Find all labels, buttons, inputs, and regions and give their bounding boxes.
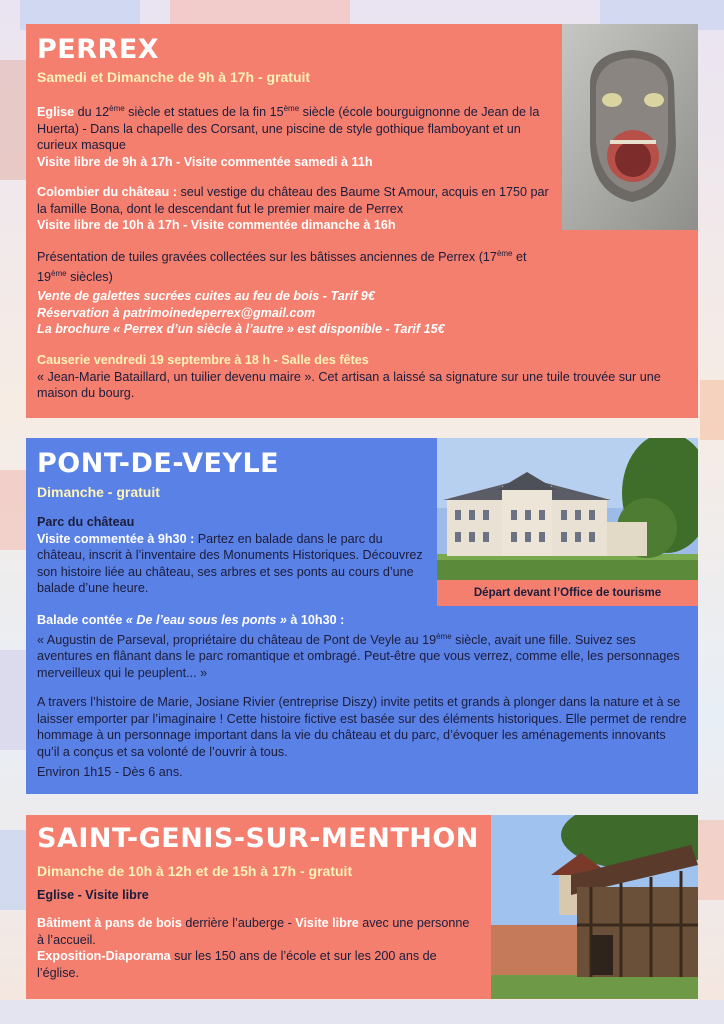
saintgenis-panel bbox=[26, 815, 698, 999]
batiment-text2: avec une personne à l’accueil. bbox=[37, 916, 470, 947]
balade-text bbox=[37, 629, 687, 682]
balade-a: Balade contée bbox=[37, 613, 126, 627]
eglise-text: du 12 bbox=[74, 105, 110, 120]
colombier-visit: Visite libre de 10h à 17h - Visite commentée dimanche à 16h bbox=[37, 218, 396, 232]
perrex-title: PERREX bbox=[37, 34, 160, 65]
expo-text: sur les 150 ans de l’école et sur les 200 ans de l’église. bbox=[37, 949, 437, 980]
eglise-text-c: siècle (école bourguignonne de Jean de la Huerta) - Dans la chapelle des Corsant, une piscine de style gothique flamboyant et un curieux masque bbox=[37, 105, 540, 153]
tuiles-text: Présentation de tuiles gravées collectées sur les bâtisses anciennes de Perrex (17 bbox=[37, 250, 497, 265]
balade-text-b: siècle, avait une fille. Suivez ses aventures en flânant dans le parc romantique et ombragé. Peut-être que vous verrez, comme elle, les personnages merveilleux qui le peuplent... » bbox=[37, 632, 680, 680]
saintgenis-title: SAINT-GENIS-SUR-MENTHON bbox=[37, 823, 479, 854]
batiment-visit: Visite libre bbox=[295, 916, 359, 930]
expo-label: Exposition-Diaporama bbox=[37, 949, 171, 963]
eglise-text-b: siècle et statues de la fin 15 bbox=[124, 105, 284, 120]
balade-title bbox=[37, 612, 687, 629]
tuiles-text-b: et 19 bbox=[37, 250, 527, 284]
saintgenis-batiment bbox=[37, 915, 477, 981]
pontdeveyle-panel bbox=[26, 438, 698, 794]
parc-label: Parc du château bbox=[37, 515, 135, 529]
pontdeveyle-subtitle: Dimanche - gratuit bbox=[37, 484, 160, 500]
sup: ème bbox=[283, 104, 300, 113]
chateau-photo bbox=[437, 438, 698, 580]
mask-photo bbox=[562, 24, 698, 230]
marie-block bbox=[37, 694, 687, 781]
causerie-text: « Jean-Marie Bataillard, un tuilier devenu maire ». Cet artisan a laissé sa signature sur une tuile trouvée sur une maison du bourg. bbox=[37, 369, 661, 400]
batiment-text: derrière l’auberge - bbox=[181, 916, 296, 930]
perrex-eglise bbox=[37, 101, 557, 170]
eglise-visit: Visite libre de 9h à 17h - Visite commentée samedi à 11h bbox=[37, 154, 373, 169]
balade-text-a: « Augustin de Parseval, propriétaire du château de Pont de Veyle au 19 bbox=[37, 632, 437, 647]
sup: ème bbox=[51, 268, 67, 278]
balade-b: « De l’eau sous les ponts » bbox=[125, 613, 287, 627]
perrex-tuiles bbox=[37, 246, 557, 285]
colombier-text: seul vestige du château des Baume St Amour, acquis en 1750 par la famille Bona, dont le descendant fut le premier maire de Perrex bbox=[37, 185, 549, 216]
visite-text: Partez en balade dans le parc du château, inscrit à l’inventaire des Monuments Historiques. Découvrez son histoire liée au château, ses arbres et ses ponts au cours d’une balade d’une heure. bbox=[37, 531, 423, 595]
tuiles-text-c: siècles) bbox=[66, 269, 113, 284]
balade-block bbox=[37, 612, 687, 681]
perrex-subtitle: Samedi et Dimanche de 9h à 17h - gratuit bbox=[37, 69, 311, 85]
saintgenis-eglise bbox=[37, 887, 477, 904]
building-photo bbox=[491, 815, 698, 999]
visite-label: Visite commentée à 9h30 : bbox=[37, 531, 195, 546]
balade-c: à 10h30 : bbox=[286, 613, 345, 627]
perrex-vente bbox=[37, 288, 637, 338]
sup: ème bbox=[109, 104, 125, 113]
vente-line-1: Vente de galettes sucrées cuites au feu de bois - Tarif 9€ bbox=[37, 289, 375, 303]
perrex-colombier bbox=[37, 184, 557, 234]
marie-text: A travers l’histoire de Marie, Josiane Rivier (entreprise Diszy) invite petits et grands à plonger dans la nature et à se laisser emporter par l’imaginaire ! Cette histoire fictive est basée sur des éléments historiques. Elle permet de rendre hommage à un personnage important dans la vie du château et du parc, d’évoquer les aménagements innovants qu’il a conçus et sa volonté de l’ouvrir à tous. bbox=[37, 695, 687, 759]
perrex-causerie bbox=[37, 352, 687, 402]
eglise-visite: Eglise - Visite libre bbox=[37, 888, 149, 902]
sup: ème bbox=[496, 249, 513, 258]
causerie-title: Causerie vendredi 19 septembre à 18 h - Salle des fêtes bbox=[37, 353, 369, 367]
vente-line-2: Réservation à patrimoinedeperrex@gmail.com bbox=[37, 305, 316, 320]
saintgenis-subtitle: Dimanche de 10h à 12h et de 15h à 17h - gratuit bbox=[37, 863, 353, 879]
perrex-panel bbox=[26, 24, 698, 418]
vente-line-3: La brochure « Perrex d’un siècle à l’autre » est disponible - Tarif 15€ bbox=[37, 322, 445, 336]
pontdeveyle-title: PONT-DE-VEYLE bbox=[37, 448, 280, 479]
photo-caption: Départ devant l’Office de tourisme bbox=[437, 580, 698, 606]
sup: ème bbox=[436, 631, 452, 641]
duree-text: Environ 1h15 - Dès 6 ans. bbox=[37, 765, 183, 779]
colombier-label: Colombier du château : bbox=[37, 185, 177, 199]
batiment-label: Bâtiment à pans de bois bbox=[37, 916, 182, 930]
eglise-label: Eglise bbox=[37, 105, 75, 120]
parc-block bbox=[37, 514, 427, 597]
